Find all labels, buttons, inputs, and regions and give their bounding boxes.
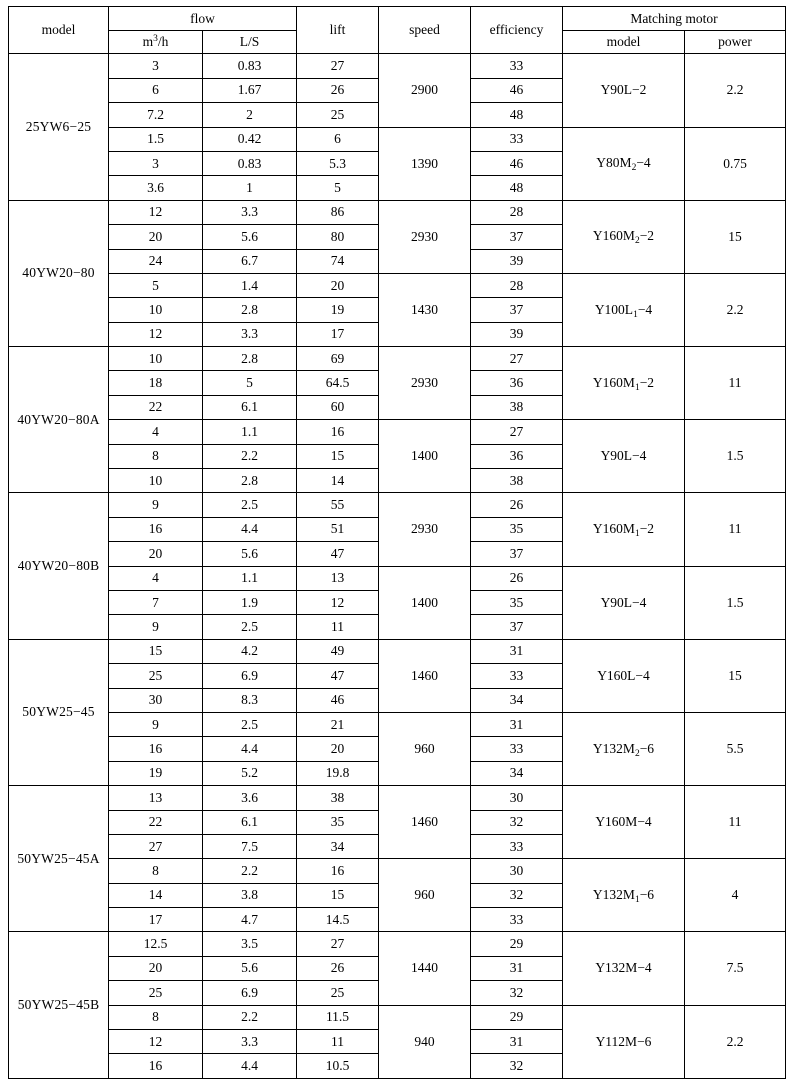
table-header <box>9 7 786 54</box>
lift-cell: 11.5 <box>297 1005 379 1029</box>
motor-power-cell: 2.2 <box>685 273 786 346</box>
flow-ls-cell: 0.83 <box>203 54 297 78</box>
flow-ls-cell: 1.67 <box>203 78 297 102</box>
flow-ls-cell: 2.2 <box>203 444 297 468</box>
flow-ls-cell: 7.5 <box>203 834 297 858</box>
efficiency-cell: 36 <box>471 371 563 395</box>
motor-power-cell: 4 <box>685 859 786 932</box>
efficiency-cell: 30 <box>471 859 563 883</box>
speed-cell: 1390 <box>379 127 471 200</box>
flow-ls-cell: 1.4 <box>203 273 297 297</box>
header-lift: lift <box>297 7 379 54</box>
header-matching-motor: Matching motor <box>563 7 786 31</box>
lift-cell: 51 <box>297 517 379 541</box>
flow-m3h-cell: 3.6 <box>109 176 203 200</box>
flow-m3h-cell: 22 <box>109 395 203 419</box>
lift-cell: 21 <box>297 712 379 736</box>
pump-model-cell: 25YW6−25 <box>9 54 109 200</box>
flow-ls-cell: 2 <box>203 103 297 127</box>
lift-cell: 15 <box>297 883 379 907</box>
speed-cell: 960 <box>379 712 471 785</box>
flow-m3h-cell: 27 <box>109 834 203 858</box>
efficiency-cell: 39 <box>471 249 563 273</box>
flow-ls-cell: 3.6 <box>203 786 297 810</box>
speed-cell: 2930 <box>379 200 471 273</box>
motor-power-cell: 7.5 <box>685 932 786 1005</box>
efficiency-cell: 32 <box>471 883 563 907</box>
flow-m3h-cell: 16 <box>109 1054 203 1078</box>
flow-m3h-cell: 7.2 <box>109 103 203 127</box>
flow-ls-cell: 6.9 <box>203 981 297 1005</box>
flow-m3h-cell: 30 <box>109 688 203 712</box>
table-row <box>9 420 786 444</box>
motor-power-cell: 15 <box>685 639 786 712</box>
lift-cell: 11 <box>297 1030 379 1054</box>
motor-power-cell: 11 <box>685 347 786 420</box>
flow-ls-cell: 4.4 <box>203 737 297 761</box>
flow-m3h-cell: 8 <box>109 1005 203 1029</box>
speed-cell: 2930 <box>379 493 471 566</box>
flow-m3h-cell: 12 <box>109 200 203 224</box>
lift-cell: 80 <box>297 225 379 249</box>
efficiency-cell: 31 <box>471 956 563 980</box>
flow-ls-cell: 1.1 <box>203 566 297 590</box>
speed-cell: 2900 <box>379 54 471 127</box>
lift-cell: 20 <box>297 273 379 297</box>
flow-m3h-cell: 16 <box>109 517 203 541</box>
flow-ls-cell: 5.2 <box>203 761 297 785</box>
lift-cell: 17 <box>297 322 379 346</box>
flow-m3h-cell: 4 <box>109 566 203 590</box>
table-row <box>9 347 786 371</box>
flow-ls-cell: 2.2 <box>203 859 297 883</box>
lift-cell: 20 <box>297 737 379 761</box>
flow-ls-cell: 0.83 <box>203 151 297 175</box>
efficiency-cell: 34 <box>471 688 563 712</box>
speed-cell: 2930 <box>379 347 471 420</box>
flow-m3h-cell: 12 <box>109 1030 203 1054</box>
flow-ls-cell: 2.8 <box>203 298 297 322</box>
flow-m3h-cell: 19 <box>109 761 203 785</box>
speed-cell: 940 <box>379 1005 471 1078</box>
efficiency-cell: 32 <box>471 810 563 834</box>
lift-cell: 49 <box>297 639 379 663</box>
motor-power-cell: 5.5 <box>685 712 786 785</box>
flow-m3h-cell: 10 <box>109 298 203 322</box>
motor-power-cell: 2.2 <box>685 54 786 127</box>
flow-m3h-cell: 9 <box>109 615 203 639</box>
lift-cell: 55 <box>297 493 379 517</box>
efficiency-cell: 37 <box>471 298 563 322</box>
efficiency-cell: 46 <box>471 78 563 102</box>
lift-cell: 47 <box>297 542 379 566</box>
efficiency-cell: 29 <box>471 1005 563 1029</box>
lift-cell: 47 <box>297 664 379 688</box>
flow-ls-cell: 5.6 <box>203 956 297 980</box>
motor-power-cell: 15 <box>685 200 786 273</box>
header-efficiency: efficiency <box>471 7 563 54</box>
efficiency-cell: 27 <box>471 347 563 371</box>
efficiency-cell: 46 <box>471 151 563 175</box>
flow-ls-cell: 4.2 <box>203 639 297 663</box>
flow-m3h-cell: 15 <box>109 639 203 663</box>
efficiency-cell: 31 <box>471 712 563 736</box>
lift-cell: 14.5 <box>297 908 379 932</box>
flow-ls-cell: 3.5 <box>203 932 297 956</box>
motor-power-cell: 11 <box>685 493 786 566</box>
lift-cell: 26 <box>297 956 379 980</box>
lift-cell: 34 <box>297 834 379 858</box>
lift-cell: 14 <box>297 469 379 493</box>
flow-ls-cell: 8.3 <box>203 688 297 712</box>
speed-cell: 960 <box>379 859 471 932</box>
flow-ls-cell: 3.3 <box>203 322 297 346</box>
lift-cell: 38 <box>297 786 379 810</box>
lift-cell: 86 <box>297 200 379 224</box>
table-row <box>9 786 786 810</box>
flow-ls-cell: 5 <box>203 371 297 395</box>
efficiency-cell: 33 <box>471 834 563 858</box>
flow-ls-cell: 4.4 <box>203 1054 297 1078</box>
motor-model-cell: Y90L−4 <box>563 420 685 493</box>
table-row <box>9 200 786 224</box>
table-row <box>9 639 786 663</box>
efficiency-cell: 33 <box>471 54 563 78</box>
efficiency-cell: 37 <box>471 542 563 566</box>
pump-model-cell: 40YW20−80 <box>9 200 109 346</box>
flow-m3h-cell: 14 <box>109 883 203 907</box>
table-row <box>9 127 786 151</box>
motor-power-cell: 0.75 <box>685 127 786 200</box>
flow-ls-cell: 3.3 <box>203 1030 297 1054</box>
header-motor-power: power <box>685 31 786 54</box>
lift-cell: 5 <box>297 176 379 200</box>
motor-power-cell: 1.5 <box>685 566 786 639</box>
lift-cell: 5.3 <box>297 151 379 175</box>
lift-cell: 35 <box>297 810 379 834</box>
flow-m3h-cell: 8 <box>109 444 203 468</box>
header-row-primary <box>9 7 786 31</box>
flow-ls-cell: 6.7 <box>203 249 297 273</box>
table-row <box>9 1005 786 1029</box>
flow-m3h-cell: 17 <box>109 908 203 932</box>
speed-cell: 1400 <box>379 420 471 493</box>
flow-m3h-cell: 9 <box>109 712 203 736</box>
efficiency-cell: 26 <box>471 493 563 517</box>
flow-m3h-cell: 20 <box>109 956 203 980</box>
efficiency-cell: 37 <box>471 225 563 249</box>
lift-cell: 74 <box>297 249 379 273</box>
flow-ls-cell: 2.5 <box>203 615 297 639</box>
flow-m3h-cell: 12 <box>109 322 203 346</box>
flow-m3h-cell: 13 <box>109 786 203 810</box>
lift-cell: 19 <box>297 298 379 322</box>
motor-model-cell: Y112M−6 <box>563 1005 685 1078</box>
flow-m3h-cell: 16 <box>109 737 203 761</box>
efficiency-cell: 34 <box>471 761 563 785</box>
efficiency-cell: 27 <box>471 420 563 444</box>
efficiency-cell: 28 <box>471 273 563 297</box>
pump-model-cell: 40YW20−80B <box>9 493 109 639</box>
motor-model-cell: $Y160M_1-2$ <box>563 493 685 566</box>
table-row <box>9 54 786 78</box>
motor-power-cell: 1.5 <box>685 420 786 493</box>
lift-cell: 46 <box>297 688 379 712</box>
motor-model-cell: Y132M−4 <box>563 932 685 1005</box>
lift-cell: 12 <box>297 590 379 614</box>
lift-cell: 11 <box>297 615 379 639</box>
lift-cell: 27 <box>297 54 379 78</box>
table-row <box>9 712 786 736</box>
header-model: model <box>9 7 109 54</box>
flow-ls-cell: 3.8 <box>203 883 297 907</box>
flow-ls-cell: 2.2 <box>203 1005 297 1029</box>
flow-m3h-cell: 3 <box>109 54 203 78</box>
pump-specification-table <box>8 6 786 1079</box>
motor-model-cell: $Y160M_2-2$ <box>563 200 685 273</box>
efficiency-cell: 38 <box>471 395 563 419</box>
efficiency-cell: 37 <box>471 615 563 639</box>
efficiency-cell: 33 <box>471 664 563 688</box>
header-flow: flow <box>109 7 297 31</box>
efficiency-cell: 33 <box>471 908 563 932</box>
motor-model-cell: $Y132M_1-6$ <box>563 859 685 932</box>
speed-cell: 1440 <box>379 932 471 1005</box>
header-flow-m3h <box>109 31 203 54</box>
flow-ls-cell: 1 <box>203 176 297 200</box>
flow-m3h-cell: 20 <box>109 225 203 249</box>
flow-ls-cell: 2.8 <box>203 347 297 371</box>
lift-cell: 64.5 <box>297 371 379 395</box>
lift-cell: 26 <box>297 78 379 102</box>
efficiency-cell: 35 <box>471 517 563 541</box>
flow-m3h-cell: 24 <box>109 249 203 273</box>
flow-ls-cell: 4.4 <box>203 517 297 541</box>
lift-cell: 19.8 <box>297 761 379 785</box>
lift-cell: 25 <box>297 981 379 1005</box>
motor-model-cell: Y160L−4 <box>563 639 685 712</box>
speed-cell: 1430 <box>379 273 471 346</box>
flow-ls-cell: 6.9 <box>203 664 297 688</box>
efficiency-cell: 31 <box>471 639 563 663</box>
flow-m3h-cell: 10 <box>109 347 203 371</box>
lift-cell: 25 <box>297 103 379 127</box>
table-body <box>9 54 786 1078</box>
table-row <box>9 932 786 956</box>
motor-model-cell: $Y160M_1-2$ <box>563 347 685 420</box>
flow-m3h-cell: 5 <box>109 273 203 297</box>
efficiency-cell: 48 <box>471 176 563 200</box>
motor-power-cell: 2.2 <box>685 1005 786 1078</box>
flow-m3h-cell: 18 <box>109 371 203 395</box>
lift-cell: 10.5 <box>297 1054 379 1078</box>
table-row <box>9 273 786 297</box>
pump-model-cell: 50YW25−45 <box>9 639 109 785</box>
flow-m3h-cell: 3 <box>109 151 203 175</box>
motor-model-cell: $Y132M_2-6$ <box>563 712 685 785</box>
efficiency-cell: 36 <box>471 444 563 468</box>
flow-m3h-cell: 25 <box>109 981 203 1005</box>
flow-m3h-cell: 12.5 <box>109 932 203 956</box>
efficiency-cell: 26 <box>471 566 563 590</box>
efficiency-cell: 31 <box>471 1030 563 1054</box>
flow-m3h-cell: 7 <box>109 590 203 614</box>
efficiency-cell: 38 <box>471 469 563 493</box>
efficiency-cell: 30 <box>471 786 563 810</box>
flow-ls-cell: 4.7 <box>203 908 297 932</box>
efficiency-cell: 33 <box>471 737 563 761</box>
flow-m3h-cell: 25 <box>109 664 203 688</box>
flow-ls-cell: 2.8 <box>203 469 297 493</box>
speed-cell: 1400 <box>379 566 471 639</box>
flow-ls-cell: 5.6 <box>203 225 297 249</box>
flow-ls-cell: 0.42 <box>203 127 297 151</box>
lift-cell: 69 <box>297 347 379 371</box>
header-motor-model: model <box>563 31 685 54</box>
flow-m3h-cell: 22 <box>109 810 203 834</box>
flow-ls-cell: 6.1 <box>203 810 297 834</box>
flow-m3h-cell: 1.5 <box>109 127 203 151</box>
efficiency-cell: 39 <box>471 322 563 346</box>
flow-m3h-cell: 10 <box>109 469 203 493</box>
lift-cell: 15 <box>297 444 379 468</box>
efficiency-cell: 32 <box>471 1054 563 1078</box>
flow-m3h-cell: 6 <box>109 78 203 102</box>
speed-cell: 1460 <box>379 786 471 859</box>
flow-m3h-cell: 8 <box>109 859 203 883</box>
efficiency-cell: 28 <box>471 200 563 224</box>
motor-model-cell: $Y100L_1-4$ <box>563 273 685 346</box>
efficiency-cell: 32 <box>471 981 563 1005</box>
flow-ls-cell: 3.3 <box>203 200 297 224</box>
motor-model-cell: Y160M−4 <box>563 786 685 859</box>
motor-model-cell: Y90L−2 <box>563 54 685 127</box>
efficiency-cell: 35 <box>471 590 563 614</box>
flow-m3h-cell: 20 <box>109 542 203 566</box>
flow-ls-cell: 1.1 <box>203 420 297 444</box>
lift-cell: 16 <box>297 859 379 883</box>
motor-power-cell: 11 <box>685 786 786 859</box>
table-row <box>9 859 786 883</box>
efficiency-cell: 29 <box>471 932 563 956</box>
flow-m3h-cell: 9 <box>109 493 203 517</box>
flow-m3h-cell: 4 <box>109 420 203 444</box>
table-row <box>9 493 786 517</box>
efficiency-cell: 48 <box>471 103 563 127</box>
motor-model-cell: Y90L−4 <box>563 566 685 639</box>
lift-cell: 13 <box>297 566 379 590</box>
pump-model-cell: 50YW25−45B <box>9 932 109 1078</box>
lift-cell: 6 <box>297 127 379 151</box>
flow-ls-cell: 1.9 <box>203 590 297 614</box>
flow-ls-cell: 2.5 <box>203 493 297 517</box>
table-row <box>9 566 786 590</box>
header-flow-m3h-label: $m^3/h$ <box>142 33 169 49</box>
efficiency-cell: 33 <box>471 127 563 151</box>
flow-ls-cell: 6.1 <box>203 395 297 419</box>
header-speed: speed <box>379 7 471 54</box>
lift-cell: 60 <box>297 395 379 419</box>
lift-cell: 27 <box>297 932 379 956</box>
header-flow-ls: L/S <box>203 31 297 54</box>
pump-model-cell: 50YW25−45A <box>9 786 109 932</box>
flow-ls-cell: 5.6 <box>203 542 297 566</box>
lift-cell: 16 <box>297 420 379 444</box>
speed-cell: 1460 <box>379 639 471 712</box>
motor-model-cell: $Y80M_2-4$ <box>563 127 685 200</box>
flow-ls-cell: 2.5 <box>203 712 297 736</box>
pump-model-cell: 40YW20−80A <box>9 347 109 493</box>
